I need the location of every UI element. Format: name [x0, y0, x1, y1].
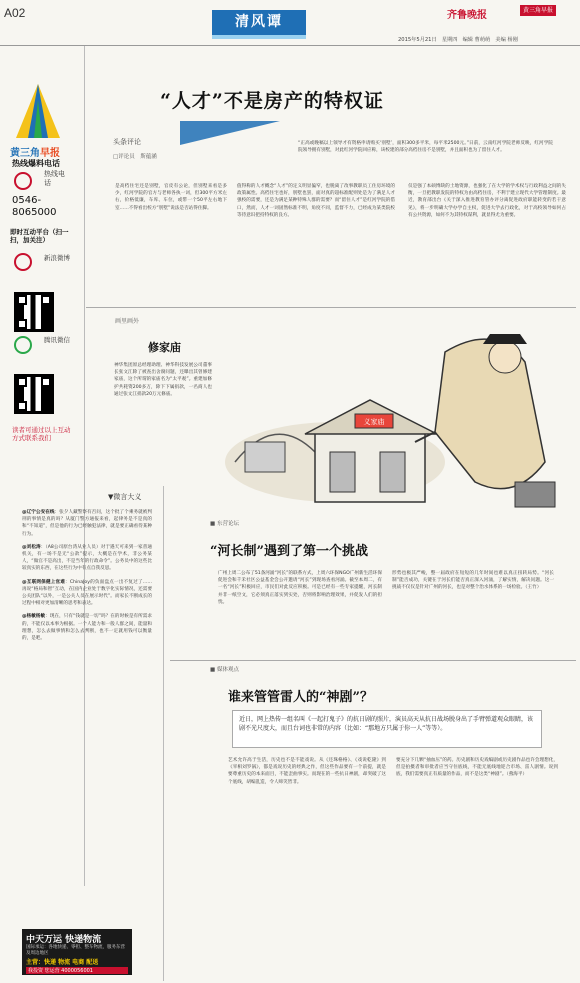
hotline-title: 热线爆料电话: [12, 159, 60, 168]
weibo-label: 新浪微博: [44, 254, 70, 262]
ad-headline: 中天万运 快递物流: [26, 935, 102, 945]
wechat-icon[interactable]: [14, 336, 32, 354]
god-article-title: 谁来管管雷人的“神剧”？: [228, 690, 373, 705]
section-divider: [170, 660, 576, 661]
section-title: 清风谭: [212, 10, 306, 35]
main-article-column-1: 是高档住宅还是别墅，官皮有公论，但别墅来看是多少，红河学院的官方与老师各执一词，但300平方米左右，价格低廉，车库、车位，或带一个50平左右地下室……不得看出校方“别墅”说法是否站得住脚。: [115, 184, 227, 211]
list-item: @互联网保健上官难：ChinaJoy的负面盘点一出不复过了…… 再说“格局和智”互动，在国内企业处于数字化实际情况，还需要公关团队“以外，一是公关人员在展示时代”。而家长不断成长的过程中相对更加清晰的思考和表达。: [22, 579, 152, 607]
weibo-qr-code[interactable]: [14, 292, 54, 332]
header-divider: [0, 45, 580, 46]
list-item: @刘松涛：（A8公司原台湾从业人员）对于遇天可来到一家普通机关，有一场不是无“公款”提示，大概是在学术，非公务某人，“做官不是高出，不是当年的行政命令”。公务员中的这些比较真实的东西，在这些行为中有点自我反思。: [22, 544, 152, 572]
micro-comments-title: ▼微言大义: [108, 493, 142, 501]
main-article-column-2: 值得称的人才概念“人才”的定义明显偏窄，也脱离了改事教职员工住房环境的政策属性。高档住宅也好，别墅也罢，面对真的超标准配则处是为了满足人才强校的需要，还是为满足某种特殊人群的需要？而“留住人才”是红河学院的借口，然而，人才一词固然标准不明，角度不同，监督不力，已经成为某类院校等待意识把持特权的良方。: [237, 184, 395, 218]
cartoon-illustration: [215, 312, 577, 524]
phone-icon: [14, 172, 32, 190]
comment-text: （A8公司原台湾从业人员）对于遇天可来到一家普通机关，有一场不是无“公款”提示，大概是在学术，非公务某人，“做官不是高出，不是当年的行政命令”。公务员中的这些比较真实的东西，在这些行为中有点自我反思。: [22, 544, 152, 572]
main-article-lede: “正高或晚稿以上领导才有资格申请购买‘别墅’，面积300多平米，每平米2500元。”日前，云南红河学院老师反映，红河学院院领导拥有别墅，对此红河学院回应称，该校建的部分高档住房不是别墅，并且面积也为了留住人才。: [298, 141, 553, 154]
advertisement[interactable]: [22, 929, 132, 975]
river-article-column-1: 广州上周二公布了51条河涌“河长”的联系方式，上周六环保NGO广州新生活环保促进会和千禾社区公益基金会公开邀请“河长”到现场查看河涌。截至本周二，有一名“河长”积极回应，市民们对此反应积极。可是已经有一些专家提醒，河长制并非一纸空文，它必须真正落实到实处，否则将影响治理效果，并促发人们的担忧。: [218, 571, 382, 605]
ad-contact: 我投资 您运营 4000056001: [26, 967, 128, 974]
cartoon-title: 修家庙: [148, 341, 181, 354]
river-article-column-2: 形势也极其严峻，整一届政府在短短的几年时间也难以真正扭转局势。“河长制”能否成功，关键在于河长们能否真正深入河涌，了解实情，解决问题。这一挑战不仅仅是针对广州的河长，也是对整个治水体系的一场检验。（王竹）: [392, 571, 554, 591]
series-tag: 黄三角早报: [520, 5, 556, 16]
comment-text: 张夕人藏警察有否问，这个批了个乘务就被判刑的事情是真的吗？从厦门警方通报来看，起律务是不是真的和“不知道”，但是他的行为已经触犯法律，就是要正确看待某种行为。: [22, 510, 152, 537]
comment-author: @互联网保健上官难: [22, 579, 66, 585]
section-underline: [212, 35, 306, 39]
comment-author: @辽宁公安在线: [22, 510, 55, 515]
triangle-logo-icon: [12, 82, 64, 142]
column-divider: [163, 486, 164, 981]
comment-text: 现在，只有“钱就是一切”吗？在的时候是有所需求的，不能仅以本事为根据。一个人能力和一般人群之间，能量和理想，怎么去做事情和怎么去判断，也不一定就用钱可以衡量的，是吧。: [22, 614, 152, 642]
date-line: 2015年5月21日 星期四 编辑 曹萌萌 美编 杨刚: [398, 37, 518, 43]
newspaper-logo: 齐鲁晚报: [447, 10, 487, 21]
reader-contact-title: 读者可通过以上互动方式联系我们: [12, 426, 71, 442]
temple-sign-text: 义家庙: [363, 418, 385, 426]
phone-number: 0546-8065000: [12, 195, 57, 218]
ad-description: 国际承运：各地快递、零担、整车物流，服务东营及周边地区: [26, 945, 125, 956]
main-article-title: “人才”不是房产的特权证: [160, 90, 384, 112]
interact-title: 即时互动平台（扫一扫，加关注）: [10, 228, 69, 244]
list-item: @杨敏杨敏：现在，只有“钱就是一切”吗？在的时候是有所需求的，不能仅以本事为根据。一个人能力和一般人群之间，能量和理想，怎么去做事情和怎么去判断，也不一定就用钱可以衡量的，是吧。: [22, 614, 152, 642]
sidebar: [0, 46, 80, 486]
list-item: @辽宁公安在线：张夕人藏警察有否问，这个批了个乘务就被判刑的事情是真的吗？从厦门警方通报来看，起律务是不是真的和“不知道”，但是他的行为已经触犯法律，就是要正确看待某种行为。: [22, 510, 152, 537]
comment-author: @刘松涛: [22, 544, 41, 550]
phone-label: 热线电话: [44, 170, 65, 187]
weibo-icon[interactable]: [14, 253, 32, 271]
column-label: 头条评论: [113, 138, 141, 146]
section-divider: [86, 307, 576, 308]
micro-comments-list: [22, 509, 152, 921]
author-line: □评论员 斯蕴涵: [113, 154, 157, 160]
page-header: [0, 0, 580, 46]
title-accent-shape: [180, 121, 280, 145]
cartoon-caption: 神华集团原总经理助理、神华科技发展公司董事长张文江除了被查出舍腐问题，还曝出其曾修建家庙，这个所谓的家庙名为“太平观”。重建加修护共耗资200多万，除下下属捐款，一名商人也通过张文江捐款20万元修庙。: [114, 363, 212, 397]
page-number: A02: [4, 6, 26, 20]
god-article-lede: 近日，网上热传一组名叫《一起打鬼子》的抗日剧的照片，演员高天从抗日战场脱身出了手臂弹道观众眼睛，该剧不光尺度大，而且台词也非常的内容（比如：“那地方只属于你一人”等等）。: [232, 710, 542, 748]
god-section-label: ■ 媒体观点: [210, 667, 239, 673]
cartoon-section-label: 画里画外: [115, 318, 140, 325]
god-article-column-1: 艺术允许高于生活，历史也不是不能戏说。从《还珠格格》、《戏说乾隆》到《宰相刘罗锅》，都是戏说历史的经典之作，但这些作品要有一个前提，就是要尊重历史的本来面目，不能歪曲事实。而现在的一些抗日神剧，却突破了这个底线，胡编乱造，令人啼笑皆非。: [228, 758, 386, 785]
comment-author: @杨敏杨敏: [22, 614, 46, 620]
comment-text: ChinaJoy的负面盘点一出不复过了…… 再说“格局和智”互动，在国内企业处于数字化实际情况，还需要公关团队“以外，一是公关人员在展示时代”。而家长不断成长的过程中相对更加清晰的思考和表达。: [22, 579, 152, 607]
god-article-column-2: 要充分下几颗“抽血压”的药。历史剧和历史戏编剧或历史剧作品也许会理想化，但是拍摄者和审批者应当守住底线，不能无底线地迎合市场、雷人剧情。说到底，我们需要真正有质量的作品，而不是这类“神剧”。（燕海平）: [396, 758, 558, 778]
river-article-title: “河长制”遇到了第一个挑战: [210, 544, 368, 559]
river-section-label: ■ 东营论坛: [210, 521, 239, 527]
wechat-label: 腾讯微信: [44, 336, 70, 344]
wechat-qr-code[interactable]: [14, 374, 54, 414]
brand-name: 黄三角早报: [10, 148, 60, 159]
main-article-column-3: 仅是强了本硕博缺的土地资源，也强化了在大学的学术权与行政利益之间的失衡，一旦把教职发院的特权为由高档住房，不利于建立现代大学管理制度。最近，教育部出台《关于深入推进教育管办评分离促进政府职能转变的若干意见》，将一步明确大学办学自主权，促进大学去行政化，对于高校领导如何占有公共资源，如何不为其特权谋利，就显得尤为重要。: [408, 184, 566, 218]
ad-services: 主营：快递 物流 电商 配送: [26, 959, 99, 966]
